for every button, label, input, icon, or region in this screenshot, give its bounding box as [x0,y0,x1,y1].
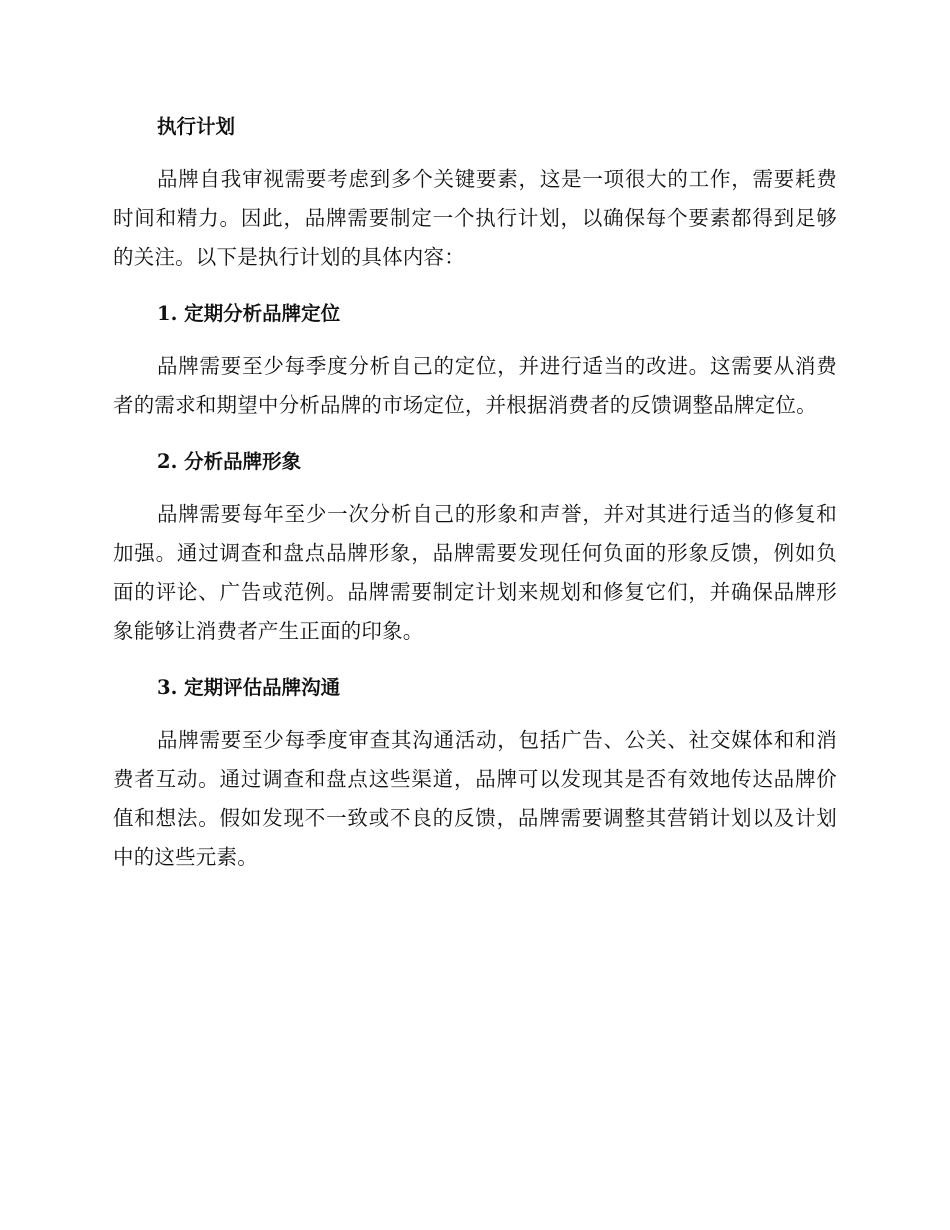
section-heading-2: 2. 分析品牌形象 [157,450,302,473]
section-body-1: 品牌需要至少每季度分析自己的定位，并进行适当的改进。这需要从消费者的需求和期望中分析品牌的市场定位，并根据消费者的反馈调整品牌定位。 [113,354,837,417]
spacer [113,651,837,671]
section-heading-1: 1. 定期分析品牌定位 [157,302,341,325]
section-heading-3: 3. 定期评估品牌沟通 [157,676,341,699]
spacer [113,277,837,297]
intro-paragraph: 品牌自我审视需要考虑到多个关键要素，这是一项很大的工作，需要耗费时间和精力。因此，品牌需要制定一个执行计划，以确保每个要素都得到足够的关注。以下是执行计划的具体内容： [113,167,837,269]
spacer [113,425,837,445]
spacer [113,331,837,347]
spacer [113,705,837,721]
section-body-2: 品牌需要每年至少一次分析自己的形象和声誉，并对其进行适当的修复和加强。通过调查和盘点品牌形象，品牌需要发现任何负面的形象反馈，例如负面的评论、广告或范例。品牌需要制定计划来规划和修复它们，并确保品牌形象能够让消费者产生正面的印象。 [113,502,837,643]
page-title: 执行计划 [157,115,236,138]
document-page [113,110,837,877]
spacer [113,479,837,495]
spacer [113,144,837,160]
section-body-3: 品牌需要至少每季度审查其沟通活动，包括广告、公关、社交媒体和和消费者互动。通过调查和盘点这些渠道，品牌可以发现其是否有效地传达品牌价值和想法。假如发现不一致或不良的反馈，品牌需要调整其营销计划以及计划中的这些元素。 [113,728,837,869]
